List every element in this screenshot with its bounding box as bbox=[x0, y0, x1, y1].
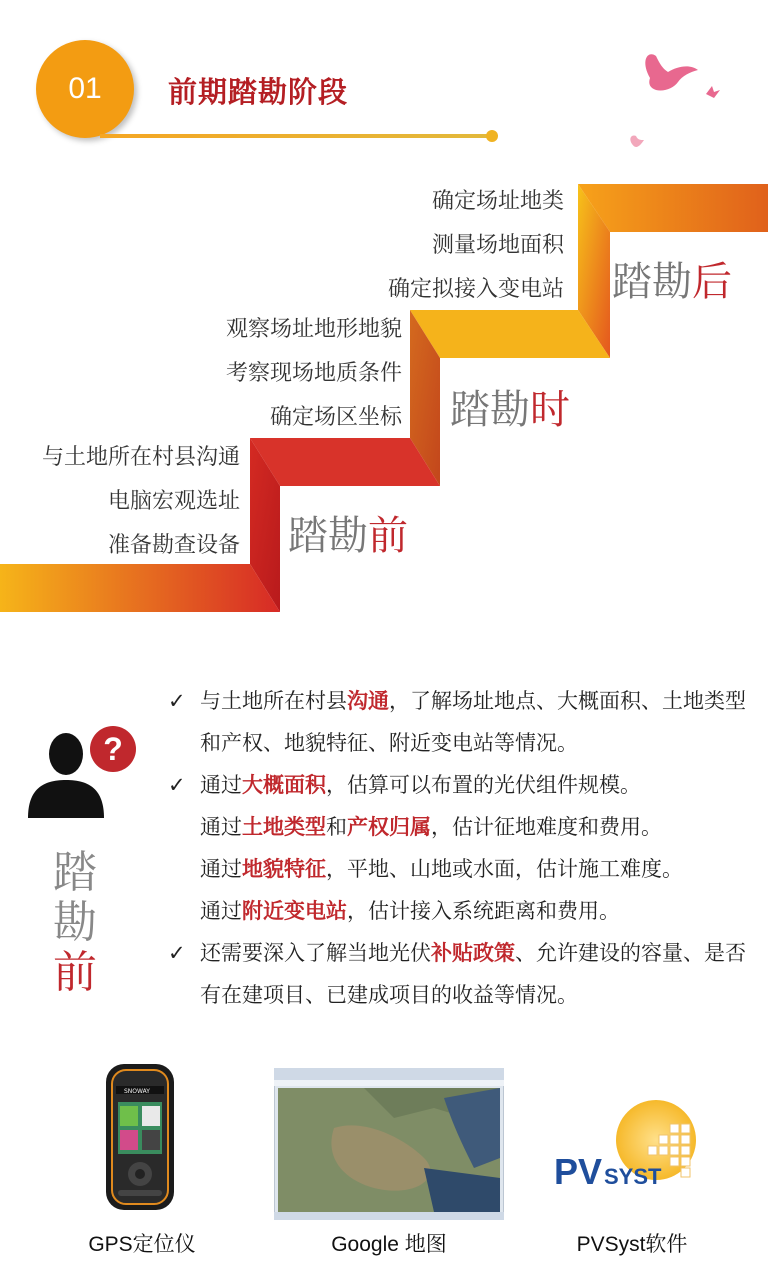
gps-brand: SNOWAY bbox=[124, 1088, 150, 1095]
underline-dot bbox=[486, 130, 498, 142]
pvsyst-caption: PVSyst软件 bbox=[576, 1233, 688, 1256]
section-number: 01 bbox=[68, 72, 102, 105]
after-item-1: 确定场址地类 bbox=[431, 189, 564, 214]
before-item-3: 准备勘查设备 bbox=[107, 533, 240, 558]
gps-device-image bbox=[104, 1062, 176, 1212]
pvsyst-logo bbox=[552, 1100, 712, 1200]
bullet-item: ✓ 与土地所在村县沟通，了解场址地点、大概面积、土地类型和产权、地貌特征、附近变电站等情况。 bbox=[168, 680, 748, 764]
pvsyst-logo-big: PV bbox=[554, 1151, 603, 1192]
gps-caption: GPS定位仪 bbox=[88, 1233, 196, 1256]
pvsyst-logo-small: SYST bbox=[604, 1164, 662, 1189]
bullet-item: 通过地貌特征，平地、山地或水面，估计施工难度。 bbox=[200, 857, 683, 881]
during-item-2: 考察现场地质条件 bbox=[225, 361, 402, 386]
stage-after-label: 踏勘后 bbox=[612, 259, 732, 305]
after-item-2: 测量场地面积 bbox=[431, 233, 564, 258]
stage-during-label: 踏勘时 bbox=[450, 387, 570, 433]
vertical-stage-label: 踏 勘 前 bbox=[53, 847, 97, 998]
bullet-item: 通过土地类型和产权归属，估计征地难度和费用。 bbox=[200, 815, 662, 839]
dove-decoration bbox=[620, 40, 730, 170]
after-item-3: 确定拟接入变电站 bbox=[387, 277, 564, 302]
map-caption: Google 地图 bbox=[331, 1233, 447, 1256]
page-title: 前期踏勘阶段 bbox=[168, 75, 349, 109]
check-icon: ✓ bbox=[168, 689, 186, 713]
check-icon: ✓ bbox=[168, 941, 186, 965]
title-underline bbox=[100, 134, 490, 138]
bullet-item: 通过附近变电站，估计接入系统距离和费用。 bbox=[200, 899, 620, 923]
before-item-2: 电脑宏观选址 bbox=[107, 489, 240, 514]
google-map-image bbox=[274, 1068, 504, 1220]
during-item-3: 确定场区坐标 bbox=[269, 405, 402, 430]
bullet-item: ✓ 通过大概面积，估算可以布置的光伏组件规模。 bbox=[168, 764, 748, 806]
before-item-1: 与土地所在村县沟通 bbox=[41, 445, 240, 470]
question-mark-icon: ? bbox=[90, 726, 136, 772]
during-item-1: 观察场址地形地貌 bbox=[225, 317, 402, 342]
check-icon: ✓ bbox=[168, 773, 186, 797]
stage-before-label: 踏勘前 bbox=[288, 513, 408, 559]
bullet-item: ✓ 还需要深入了解当地光伏补贴政策、允许建设的容量、是否有在建项目、已建成项目的收益等情况。 bbox=[168, 932, 748, 1016]
bullet-list bbox=[168, 680, 748, 1016]
